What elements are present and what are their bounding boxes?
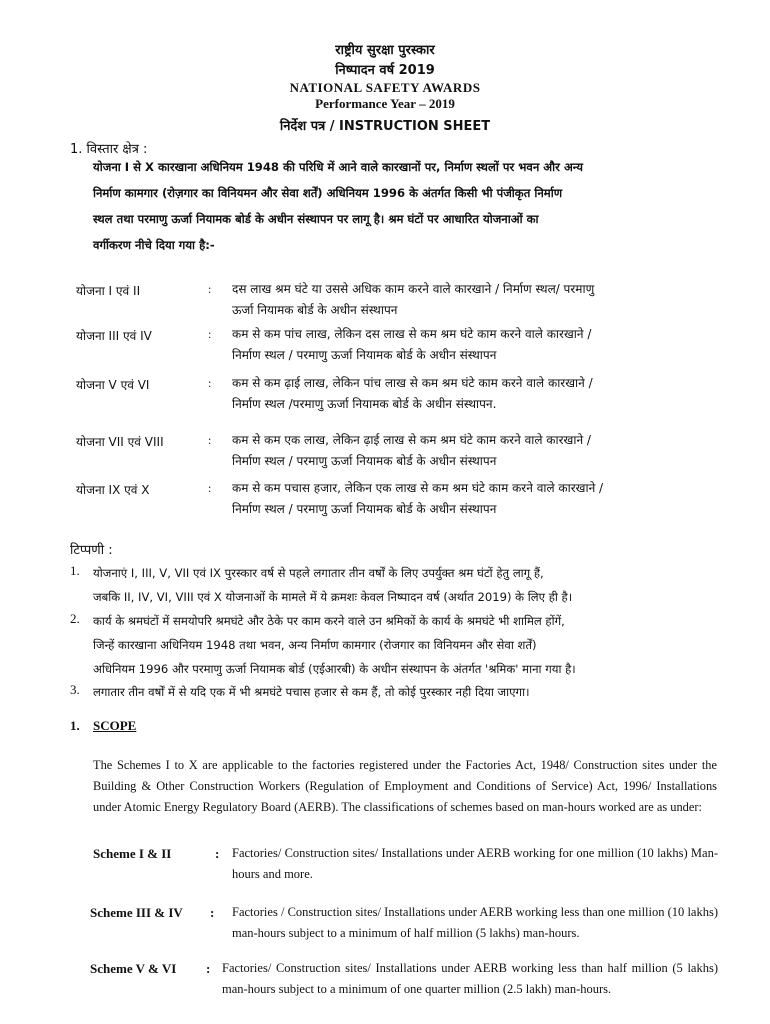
en-scheme-desc: Factories/ Construction sites/ Installations under AERB working less than half million (5 lakhs) man-hours subject to a minimum of one quarter million (2.5 lakh) man-hours. [222,961,718,996]
hindi-scheme-desc [232,373,722,415]
hindi-scheme-label: योजना III एवं IV [76,329,152,343]
en-scope-heading: SCOPE [93,718,137,733]
note-line: अधिनियम 1996 और परमाणु ऊर्जा नियामक बोर्ड (एईआरबी) के अधीन संस्थापन के अंतर्गत 'श्रमिक' माना गया है। [93,662,576,676]
note-line: जबकि II, IV, VI, VIII एवं X योजनाओं के मामले में ये क्रमशः केवल निष्पादन वर्ष (अर्थात 2019) के लिए ही है। [93,590,573,604]
hindi-scheme-desc [232,324,722,366]
note-number: 2. [70,611,80,626]
hindi-scope-line-1: योजना I से X कारखाना अधिनियम 1948 की परिधि में आने वाले कारखानों पर, निर्माण स्थलों पर भवन और अन्य [93,160,583,174]
hindi-scheme-label: योजना VII एवं VIII [76,435,164,449]
en-title: NATIONAL SAFETY AWARDS [289,80,481,95]
hindi-scheme-desc-line: कम से कम पांच लाख, लेकिन दस लाख से कम श्रम घंटे काम करने वाले कारखाने / [232,327,592,341]
en-scope-number: 1. [70,718,80,733]
hindi-scheme-desc [232,279,722,321]
en-scheme-colon: : [215,846,220,861]
hindi-scheme-desc-line: निर्माण स्थल /परमाणु ऊर्जा नियामक बोर्ड के अधीन संस्थापन. [232,397,497,411]
hindi-scope-line-2: निर्माण कामगार (रोज़गार का विनियमन और सेवा शर्तें) अधिनियम 1996 के अंतर्गत किसी भी पंजीकृत निर्माण [93,186,563,200]
en-scheme-desc: Factories / Construction sites/ Installations under AERB working less than one million (10 lakhs) man-hours subject to a minimum of half million (5 lakhs) man-hours. [232,905,718,940]
hindi-scheme-desc-line: निर्माण स्थल / परमाणु ऊर्जा नियामक बोर्ड के अधीन संस्थापन [232,454,497,468]
hindi-scheme-desc-line: कम से कम ढ़ाई लाख, लेकिन पांच लाख से कम श्रम घंटे काम करने वाले कारखाने / [232,376,593,390]
hindi-scheme-desc [232,478,722,520]
note-text [93,680,529,704]
en-scheme-label: Scheme III & IV [90,905,183,920]
hindi-scheme-desc-line: दस लाख श्रम घंटे या उससे अधिक काम करने वाले कारखाने / निर्माण स्थल/ परमाणु [232,282,595,296]
en-scheme-desc: Factories/ Construction sites/ Installations under AERB working for one million (10 lakhs) Man-hours and more. [232,846,718,881]
hindi-scheme-desc [232,430,722,472]
en-scheme-label: Scheme I & II [93,846,172,861]
hindi-scope-heading: 1. विस्तार क्षेत्र : [70,142,148,157]
hindi-scheme-desc-line: निर्माण स्थल / परमाणु ऊर्जा नियामक बोर्ड के अधीन संस्थापन [232,502,497,516]
note-number: 3. [70,682,80,697]
note-line: जिन्हें कारखाना अधिनियम 1948 तथा भवन, अन्य निर्माण कामगार (रोजगार का विनियमन और सेवा शर्तें) [93,638,537,652]
hindi-scheme-desc-line: कम से कम पचास हजार, लेकिन एक लाख से कम श्रम घंटे काम करने वाले कारखाने / [232,481,604,495]
notes-heading: टिप्पणी : [70,543,113,558]
hindi-scope-line-3: स्थल तथा परमाणु ऊर्जा नियामक बोर्ड के अधीन संस्थापन पर लागू है। श्रम घंटों पर आधारित योजनाओं का [93,212,539,226]
hindi-scheme-label: योजना I एवं II [76,284,141,298]
en-scope-paragraph: The Schemes I to X are applicable to the factories registered under the Factories Act, 1948/ Construction sites under the Building & Other Construction Workers (Regulation of Employment and Conditions of Service) Act, 1996/ Installations under Atomic Energy Regulatory Board (AERB). The classifications of schemes based on man-hours worked are as under: [93,758,717,814]
en-scheme-colon: : [206,961,211,976]
hindi-scheme-colon: : [208,282,212,296]
note-number: 1. [70,563,80,578]
hindi-scope-line-4: वर्गीकरण नीचे दिया गया है:- [93,238,215,252]
en-year: Performance Year – 2019 [315,96,455,111]
hindi-year: निष्पादन वर्ष 2019 [335,63,435,78]
sheet-title: निर्देश पत्र / INSTRUCTION SHEET [279,119,491,134]
hindi-scheme-colon: : [208,481,212,495]
en-scheme-colon: : [210,905,215,920]
note-line: लगातार तीन वर्षों में से यदि एक में भी श्रमघंटे पचास हजार से कम हैं, तो कोई पुरस्कार नही दिया जाएगा। [93,685,530,699]
hindi-scheme-label: योजना V एवं VI [76,378,150,392]
hindi-scheme-desc-line: निर्माण स्थल / परमाणु ऊर्जा नियामक बोर्ड के अधीन संस्थापन [232,348,497,362]
hindi-scheme-label: योजना IX एवं X [76,483,150,497]
note-text [93,609,576,681]
hindi-scheme-desc-line: ऊर्जा नियामक बोर्ड के अधीन संस्थापन [232,303,398,317]
en-scheme-label: Scheme V & VI [90,961,177,976]
note-line: योजनाएं I, III, V, VII एवं IX पुरस्कार वर्ष से पहले लगातार तीन वर्षों के लिए उपर्युक्त श्रम घंटों हेतु लागू हैं, [93,566,544,580]
hindi-scheme-desc-line: कम से कम एक लाख, लेकिन ढ़ाई लाख से कम श्रम घंटे काम करने वाले कारखाने / [232,433,591,447]
hindi-scheme-colon: : [208,327,212,341]
hindi-title: राष्ट्रीय सुरक्षा पुरस्कार [335,43,435,58]
note-text [93,561,572,609]
hindi-scheme-colon: : [208,376,212,390]
note-line: कार्य के श्रमघंटों में समयोपरि श्रमघंटे और ठेके पर काम करने वाले उन श्रमिकों के कार्य के श्रमघंटे भी शामिल होंगें, [93,614,565,628]
hindi-scheme-colon: : [208,433,212,447]
